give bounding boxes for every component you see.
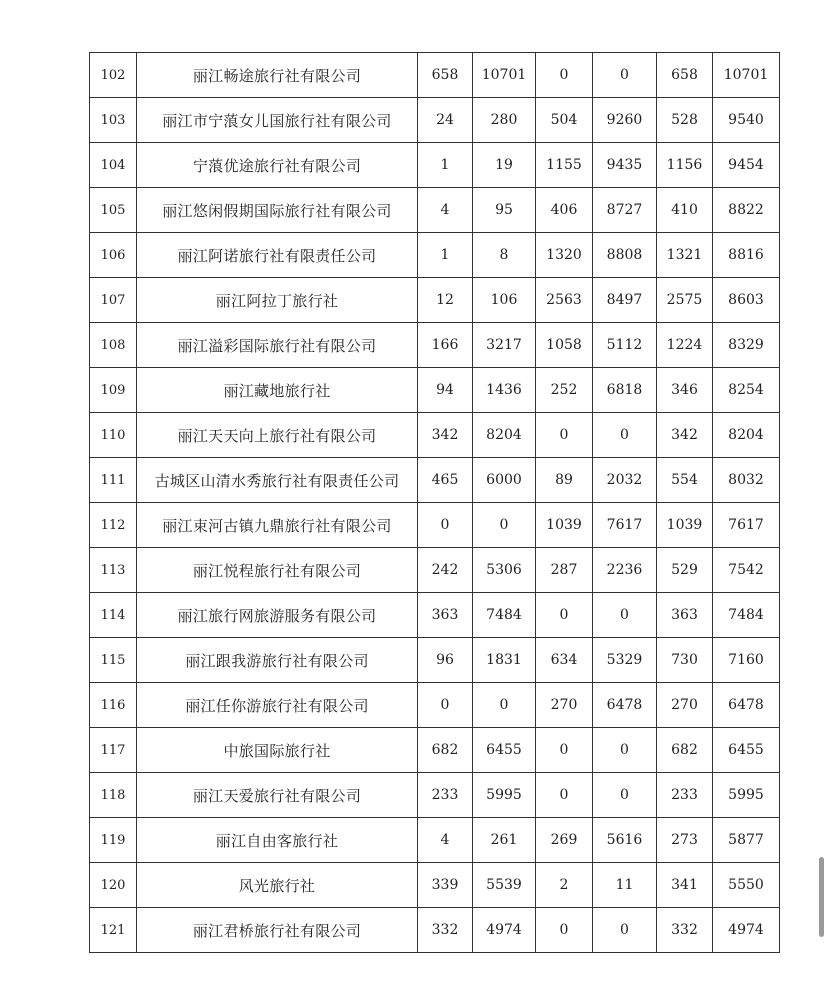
value-cell-4: 2236: [593, 548, 657, 593]
agency-name-cell: 中旅国际旅行社: [137, 728, 418, 773]
agency-name-cell: 丽江天爱旅行社有限公司: [137, 773, 418, 818]
value-cell-6: 6455: [713, 728, 780, 773]
value-cell-3: 0: [536, 908, 593, 953]
table-row: [90, 458, 780, 503]
row-number-cell: 118: [90, 773, 137, 818]
row-number-cell: 105: [90, 188, 137, 233]
row-number-cell: 112: [90, 503, 137, 548]
value-cell-2: 5306: [473, 548, 536, 593]
value-cell-6: 8204: [713, 413, 780, 458]
table-body: [90, 53, 780, 953]
value-cell-6: 8603: [713, 278, 780, 323]
value-cell-2: 280: [473, 98, 536, 143]
value-cell-1: 363: [418, 593, 473, 638]
value-cell-4: 6818: [593, 368, 657, 413]
value-cell-2: 5995: [473, 773, 536, 818]
agency-name-cell: 丽江任你游旅行社有限公司: [137, 683, 418, 728]
value-cell-5: 1321: [657, 233, 713, 278]
value-cell-6: 9454: [713, 143, 780, 188]
value-cell-1: 1: [418, 143, 473, 188]
value-cell-4: 5112: [593, 323, 657, 368]
value-cell-1: 465: [418, 458, 473, 503]
value-cell-5: 363: [657, 593, 713, 638]
row-number-cell: 104: [90, 143, 137, 188]
value-cell-3: 0: [536, 413, 593, 458]
agency-name-cell: 丽江畅途旅行社有限公司: [137, 53, 418, 98]
table-row: [90, 863, 780, 908]
value-cell-1: 1: [418, 233, 473, 278]
row-number-cell: 119: [90, 818, 137, 863]
value-cell-6: 8822: [713, 188, 780, 233]
agency-name-cell: 丽江阿拉丁旅行社: [137, 278, 418, 323]
value-cell-6: 6478: [713, 683, 780, 728]
row-number-cell: 116: [90, 683, 137, 728]
value-cell-6: 7617: [713, 503, 780, 548]
value-cell-3: 269: [536, 818, 593, 863]
value-cell-1: 12: [418, 278, 473, 323]
value-cell-5: 341: [657, 863, 713, 908]
value-cell-6: 8816: [713, 233, 780, 278]
value-cell-6: 7484: [713, 593, 780, 638]
row-number-cell: 103: [90, 98, 137, 143]
row-number-cell: 107: [90, 278, 137, 323]
value-cell-3: 406: [536, 188, 593, 233]
value-cell-4: 5616: [593, 818, 657, 863]
value-cell-5: 682: [657, 728, 713, 773]
value-cell-4: 7617: [593, 503, 657, 548]
agency-name-cell: 丽江旅行网旅游服务有限公司: [137, 593, 418, 638]
value-cell-2: 7484: [473, 593, 536, 638]
value-cell-3: 634: [536, 638, 593, 683]
value-cell-3: 2563: [536, 278, 593, 323]
row-number-cell: 115: [90, 638, 137, 683]
value-cell-4: 5329: [593, 638, 657, 683]
value-cell-5: 554: [657, 458, 713, 503]
value-cell-1: 96: [418, 638, 473, 683]
table-row: [90, 638, 780, 683]
vertical-scrollbar[interactable]: [819, 857, 824, 937]
table-row: [90, 773, 780, 818]
value-cell-2: 261: [473, 818, 536, 863]
value-cell-5: 233: [657, 773, 713, 818]
table-row: [90, 98, 780, 143]
agency-name-cell: 丽江天天向上旅行社有限公司: [137, 413, 418, 458]
value-cell-3: 504: [536, 98, 593, 143]
row-number-cell: 113: [90, 548, 137, 593]
value-cell-3: 1320: [536, 233, 593, 278]
value-cell-2: 6000: [473, 458, 536, 503]
value-cell-1: 233: [418, 773, 473, 818]
row-number-cell: 106: [90, 233, 137, 278]
row-number-cell: 110: [90, 413, 137, 458]
agency-name-cell: 丽江跟我游旅行社有限公司: [137, 638, 418, 683]
value-cell-2: 106: [473, 278, 536, 323]
value-cell-1: 0: [418, 683, 473, 728]
value-cell-5: 2575: [657, 278, 713, 323]
value-cell-2: 95: [473, 188, 536, 233]
value-cell-4: 0: [593, 728, 657, 773]
value-cell-1: 24: [418, 98, 473, 143]
value-cell-6: 5995: [713, 773, 780, 818]
value-cell-1: 94: [418, 368, 473, 413]
value-cell-1: 242: [418, 548, 473, 593]
value-cell-4: 2032: [593, 458, 657, 503]
value-cell-2: 4974: [473, 908, 536, 953]
agency-name-cell: 丽江悦程旅行社有限公司: [137, 548, 418, 593]
table-row: [90, 818, 780, 863]
value-cell-6: 5550: [713, 863, 780, 908]
table-row: [90, 278, 780, 323]
value-cell-6: 7542: [713, 548, 780, 593]
row-number-cell: 120: [90, 863, 137, 908]
value-cell-4: 0: [593, 53, 657, 98]
value-cell-1: 339: [418, 863, 473, 908]
table-row: [90, 728, 780, 773]
agency-name-cell: 丽江藏地旅行社: [137, 368, 418, 413]
table-row: [90, 548, 780, 593]
agency-name-cell: 丽江市宁蒗女儿国旅行社有限公司: [137, 98, 418, 143]
value-cell-2: 6455: [473, 728, 536, 773]
row-number-cell: 121: [90, 908, 137, 953]
value-cell-3: 1039: [536, 503, 593, 548]
value-cell-6: 7160: [713, 638, 780, 683]
value-cell-3: 1155: [536, 143, 593, 188]
agency-name-cell: 丽江悠闲假期国际旅行社有限公司: [137, 188, 418, 233]
row-number-cell: 114: [90, 593, 137, 638]
value-cell-2: 10701: [473, 53, 536, 98]
value-cell-4: 8497: [593, 278, 657, 323]
agency-name-cell: 宁蒗优途旅行社有限公司: [137, 143, 418, 188]
value-cell-1: 4: [418, 818, 473, 863]
value-cell-4: 0: [593, 413, 657, 458]
value-cell-3: 287: [536, 548, 593, 593]
value-cell-1: 166: [418, 323, 473, 368]
value-cell-5: 1156: [657, 143, 713, 188]
agency-name-cell: 古城区山清水秀旅行社有限责任公司: [137, 458, 418, 503]
value-cell-4: 11: [593, 863, 657, 908]
value-cell-6: 8032: [713, 458, 780, 503]
value-cell-3: 0: [536, 773, 593, 818]
table-row: [90, 323, 780, 368]
value-cell-1: 332: [418, 908, 473, 953]
value-cell-6: 9540: [713, 98, 780, 143]
value-cell-5: 332: [657, 908, 713, 953]
value-cell-4: 6478: [593, 683, 657, 728]
value-cell-6: 5877: [713, 818, 780, 863]
value-cell-2: 8: [473, 233, 536, 278]
value-cell-3: 0: [536, 728, 593, 773]
agency-name-cell: 丽江自由客旅行社: [137, 818, 418, 863]
value-cell-6: 8254: [713, 368, 780, 413]
table-row: [90, 368, 780, 413]
table-row: [90, 413, 780, 458]
value-cell-4: 0: [593, 908, 657, 953]
value-cell-4: 8727: [593, 188, 657, 233]
table-row: [90, 233, 780, 278]
value-cell-3: 0: [536, 53, 593, 98]
value-cell-4: 8808: [593, 233, 657, 278]
table-row: [90, 593, 780, 638]
value-cell-1: 0: [418, 503, 473, 548]
row-number-cell: 109: [90, 368, 137, 413]
value-cell-6: 4974: [713, 908, 780, 953]
value-cell-5: 528: [657, 98, 713, 143]
travel-agency-table: [89, 52, 780, 953]
table-row: [90, 908, 780, 953]
value-cell-2: 5539: [473, 863, 536, 908]
value-cell-3: 270: [536, 683, 593, 728]
value-cell-1: 658: [418, 53, 473, 98]
value-cell-1: 4: [418, 188, 473, 233]
value-cell-5: 410: [657, 188, 713, 233]
value-cell-5: 1039: [657, 503, 713, 548]
value-cell-3: 1058: [536, 323, 593, 368]
row-number-cell: 117: [90, 728, 137, 773]
value-cell-3: 89: [536, 458, 593, 503]
value-cell-5: 346: [657, 368, 713, 413]
table-row: [90, 503, 780, 548]
value-cell-4: 0: [593, 593, 657, 638]
table-row: [90, 143, 780, 188]
table-row: [90, 188, 780, 233]
value-cell-6: 8329: [713, 323, 780, 368]
value-cell-3: 252: [536, 368, 593, 413]
value-cell-2: 1831: [473, 638, 536, 683]
value-cell-1: 342: [418, 413, 473, 458]
value-cell-5: 342: [657, 413, 713, 458]
agency-name-cell: 丽江君桥旅行社有限公司: [137, 908, 418, 953]
agency-name-cell: 风光旅行社: [137, 863, 418, 908]
row-number-cell: 111: [90, 458, 137, 503]
agency-name-cell: 丽江溢彩国际旅行社有限公司: [137, 323, 418, 368]
agency-name-cell: 丽江束河古镇九鼎旅行社有限公司: [137, 503, 418, 548]
row-number-cell: 102: [90, 53, 137, 98]
value-cell-2: 19: [473, 143, 536, 188]
value-cell-5: 1224: [657, 323, 713, 368]
value-cell-5: 730: [657, 638, 713, 683]
value-cell-4: 9260: [593, 98, 657, 143]
value-cell-5: 270: [657, 683, 713, 728]
value-cell-2: 0: [473, 683, 536, 728]
value-cell-4: 0: [593, 773, 657, 818]
value-cell-5: 529: [657, 548, 713, 593]
value-cell-5: 658: [657, 53, 713, 98]
table-row: [90, 53, 780, 98]
table-row: [90, 683, 780, 728]
row-number-cell: 108: [90, 323, 137, 368]
value-cell-6: 10701: [713, 53, 780, 98]
value-cell-1: 682: [418, 728, 473, 773]
value-cell-2: 8204: [473, 413, 536, 458]
value-cell-2: 0: [473, 503, 536, 548]
value-cell-2: 1436: [473, 368, 536, 413]
value-cell-5: 273: [657, 818, 713, 863]
value-cell-4: 9435: [593, 143, 657, 188]
value-cell-3: 0: [536, 593, 593, 638]
value-cell-3: 2: [536, 863, 593, 908]
agency-name-cell: 丽江阿诺旅行社有限责任公司: [137, 233, 418, 278]
value-cell-2: 3217: [473, 323, 536, 368]
